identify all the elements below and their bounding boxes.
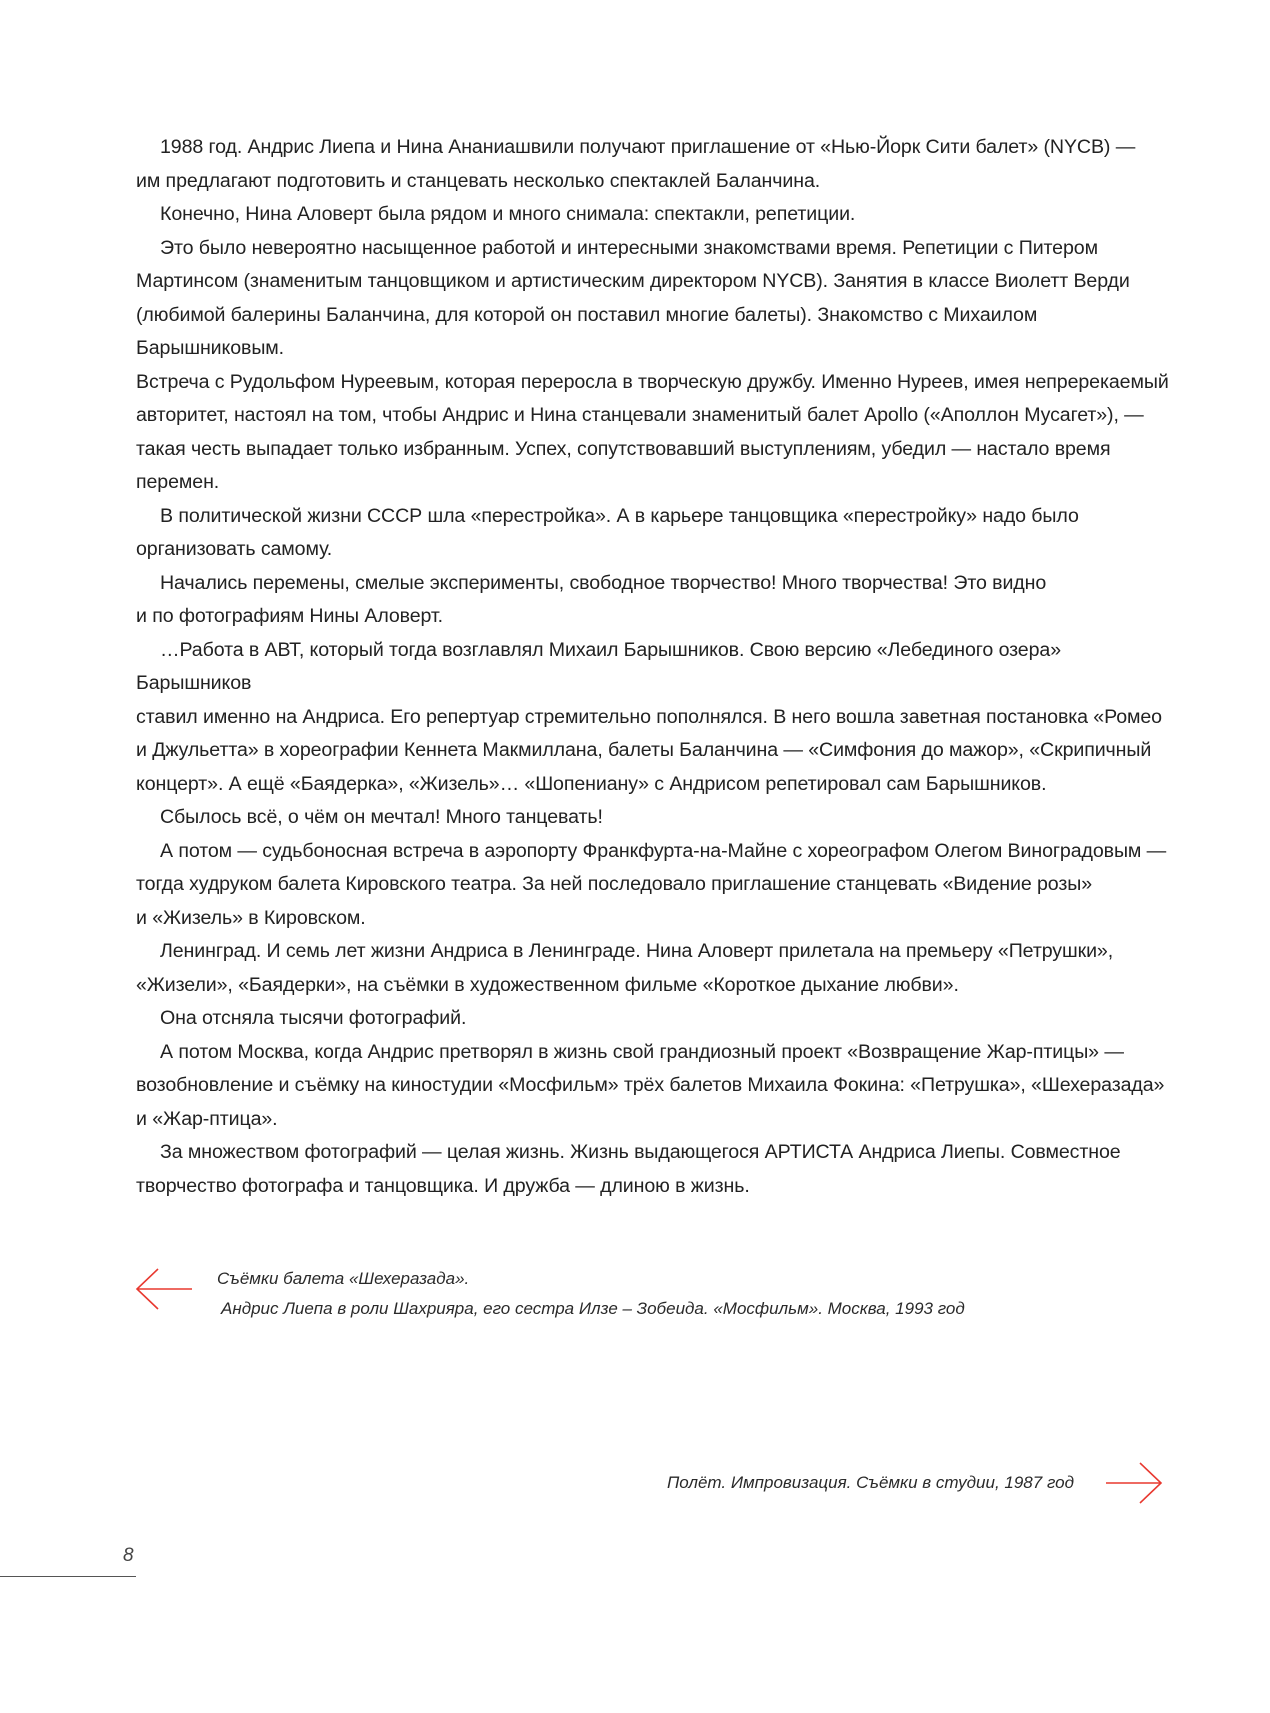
text-line: Встреча с Рудольфом Нуреевым, которая переросла в творческую дружбу. Именно Нуреев, имея непререкаемый xyxy=(136,370,1169,393)
paragraph-12 xyxy=(136,1136,1176,1203)
text-line: Сбылось всё, о чём он мечтал! Много танцевать! xyxy=(160,806,603,828)
text-line: Начались перемены, смелые эксперименты, свободное творчество! Много творчества! Это видно xyxy=(160,571,1047,594)
paragraph-6 xyxy=(136,634,1176,802)
caption-line: Андрис Лиепа в роли Шахрияра, его сестра Илзе – Зобеида. «Мосфильм». Москва, 1993 год xyxy=(221,1299,965,1318)
page-number-rule xyxy=(0,1576,136,1577)
paragraph-10 xyxy=(136,1002,1176,1036)
text-line: …Работа в АВТ, который тогда возглавлял Михаил Барышников. Свою версию «Лебединого озера» Барышников xyxy=(136,638,1061,694)
text-line: Конечно, Нина Аловерт была рядом и много снимала: спектакли, репетиции. xyxy=(160,203,856,225)
text-line: им предлагают подготовить и станцевать несколько спектаклей Баланчина. xyxy=(136,169,821,192)
text-line: концерт». А ещё «Баядерка», «Жизель»… «Шопениану» с Андрисом репетировал сам Барышников. xyxy=(136,772,1047,795)
paragraph-2 xyxy=(136,198,1176,232)
text-line: такая честь выпадает только избранным. Успех, сопутствовавший выступлениям, убедил — настало время xyxy=(136,437,1111,460)
page-number: 8 xyxy=(123,1545,134,1566)
photo-caption-right: Полёт. Импровизация. Съёмки в студии, 1987 год xyxy=(666,1473,1074,1492)
text-line: творчество фотографа и танцовщика. И дружба — длиною в жизнь. xyxy=(136,1174,750,1197)
text-line: и по фотографиям Нины Аловерт. xyxy=(136,605,443,627)
paragraph-5 xyxy=(136,567,1176,634)
text-line: «Жизели», «Баядерки», на съёмки в художественном фильме «Короткое дыхание любви». xyxy=(136,973,959,996)
text-line: авторитет, настоял на том, чтобы Андрис и Нина станцевали знаменитый балет Apollo («Аполлон Мусагет»), — xyxy=(136,404,1144,426)
text-line: Она отсняла тысячи фотографий. xyxy=(160,1007,467,1029)
photo-caption-left xyxy=(217,1264,965,1324)
text-line: Ленинград. И семь лет жизни Андриса в Ленинграде. Нина Аловерт прилетала на премьеру «Петрушки», xyxy=(160,940,1114,962)
text-line: и «Жизель» в Кировском. xyxy=(136,906,366,929)
text-line: организовать самому. xyxy=(136,538,333,560)
text-line: тогда худруком балета Кировского театра. За ней последовало приглашение станцевать «Видение розы» xyxy=(136,873,1092,895)
paragraph-9 xyxy=(136,935,1176,1002)
text-line: За множеством фотографий — целая жизнь. Жизнь выдающегося АРТИСТА Андриса Лиепы. Совместное xyxy=(160,1141,1121,1163)
text-line: А потом Москва, когда Андрис претворял в жизнь свой грандиозный проект «Возвращение Жар-птицы» — xyxy=(160,1040,1124,1063)
arrow-left-icon xyxy=(134,1267,194,1311)
text-line: 1988 год. Андрис Лиепа и Нина Ананиашвили получают приглашение от «Нью-Йорк Сити балет» (NYCB) — xyxy=(160,136,1136,158)
text-line: и Джульетта» в хореографии Кеннета Макмиллана, балеты Баланчина — «Симфония до мажор», «Скрипичный xyxy=(136,739,1152,761)
text-line: перемен. xyxy=(136,471,220,493)
paragraph-7 xyxy=(136,801,1176,835)
text-line: и «Жар-птица». xyxy=(136,1107,278,1130)
text-line: Это было невероятно насыщенное работой и интересными знакомствами время. Репетиции с Питером xyxy=(160,236,1098,259)
text-line: В политической жизни СССР шла «перестройка». А в карьере танцовщика «перестройку» надо было xyxy=(160,504,1079,527)
main-text xyxy=(136,131,1176,1203)
text-line: ставил именно на Андриса. Его репертуар стремительно пополнялся. В него вошла заветная постановка «Ромео xyxy=(136,705,1162,728)
text-line: Мартинсом (знаменитым танцовщиком и артистическим директором NYCB). Занятия в классе Виолетт Верди xyxy=(136,270,1130,292)
paragraph-4 xyxy=(136,500,1176,567)
arrow-right-icon xyxy=(1104,1461,1164,1505)
paragraph-11 xyxy=(136,1036,1176,1137)
caption-line: Съёмки балета «Шехеразада». xyxy=(217,1269,470,1288)
text-line: (любимой балерины Баланчина, для которой он поставил многие балеты). Знакомство с Михаилом Барышниковым. xyxy=(136,303,1038,359)
paragraph-1 xyxy=(136,131,1176,198)
paragraph-8 xyxy=(136,835,1176,936)
paragraph-3 xyxy=(136,232,1176,500)
text-line: возобновление и съёмку на киностудии «Мосфильм» трёх балетов Михаила Фокина: «Петрушка», «Шехеразада» xyxy=(136,1074,1165,1096)
text-line: А потом — судьбоносная встреча в аэропорту Франкфурта-на-Майне с хореографом Олегом Виноградовым — xyxy=(160,839,1167,862)
